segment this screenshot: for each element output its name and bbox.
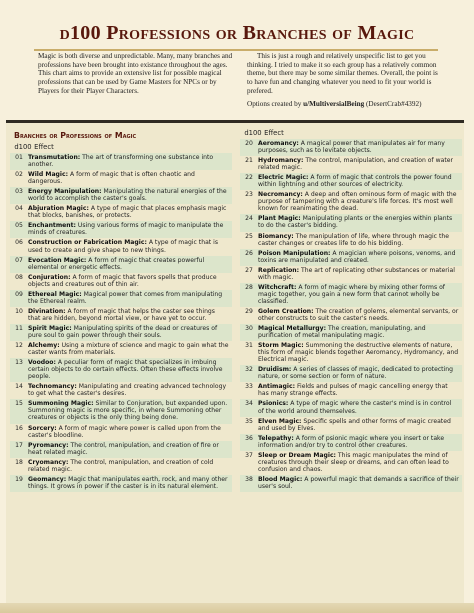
table-row [240, 214, 462, 231]
roll-number: 15 [15, 400, 23, 408]
table-row [240, 249, 462, 266]
roll-number: 12 [15, 342, 23, 350]
magic-branch-name: Evocation Magic: [28, 256, 87, 264]
magic-branch-text: A type of magic where the caster's mind is in control of the world around themselves. [258, 400, 452, 415]
table-row [240, 382, 462, 399]
table-row [10, 458, 232, 475]
table-title: Branches or Professions of Magic [14, 131, 137, 140]
roll-number: 09 [15, 290, 23, 298]
magic-branch-text: A series of classes of magic, dedicated to protecting nature, or some section or form of nature. [258, 366, 453, 381]
table-row [240, 190, 462, 214]
table-row [240, 365, 462, 382]
effect-description [258, 342, 462, 363]
effect-description [28, 308, 232, 322]
magic-branch-name: Replication: [258, 266, 300, 274]
effect-column-header: Effect [34, 143, 54, 151]
magic-branch-name: Pyromancy: [28, 441, 69, 449]
magic-branch-text: A form of psionic magic where you insert or take information and/or try to control other creatures. [258, 434, 445, 449]
effect-description [28, 325, 232, 339]
credit-line [247, 100, 445, 109]
table-row [10, 153, 232, 170]
effect-description [258, 233, 462, 247]
table-row [10, 358, 232, 382]
magic-branch-text: Manipulating the natural energies of the world to accomplish the caster's goals. [28, 188, 227, 203]
magic-branch-name: Wild Magic: [28, 171, 69, 179]
credit-prefix: Options created by [247, 99, 304, 108]
effect-column-header: Effect [264, 129, 284, 137]
table-row [240, 156, 462, 173]
magic-branch-name: Blood Magic: [258, 475, 303, 483]
table-row [10, 475, 232, 492]
roll-number: 16 [15, 424, 23, 432]
table-row [240, 417, 462, 434]
magic-branch-name: Poison Manipulation: [258, 249, 331, 257]
roll-number: 38 [245, 475, 253, 483]
table-column-left [10, 123, 232, 492]
table-row [240, 283, 462, 307]
table-row [10, 441, 232, 458]
magic-branch-text: A form of magic where power is called upon from the caster's bloodline. [28, 424, 221, 439]
magic-branch-text: The control, manipulation, and creation of cold related magic. [28, 458, 214, 473]
roll-number: 35 [245, 417, 253, 425]
roll-number: 29 [245, 307, 253, 315]
roll-number: 07 [15, 256, 23, 264]
roll-number: 13 [15, 359, 23, 367]
roll-number: 23 [245, 191, 253, 199]
magic-branch-text: Summoning the destructive elements of nature, this form of magic blends together Aeromancy, Hydromancy, and Electrical magic. [258, 342, 459, 364]
magic-branch-text: Using various forms of magic to manipulate the minds of creatures. [28, 222, 224, 237]
magic-branch-name: Conjuration: [28, 273, 71, 281]
table-row [240, 451, 462, 475]
effect-description [28, 274, 232, 288]
effect-description [258, 325, 462, 339]
magic-branch-text: A form of magic that helps the caster see things that are hidden, beyond mortal view, or have yet to occur. [28, 307, 215, 322]
effect-description [258, 215, 462, 229]
effect-description [28, 442, 232, 456]
effect-description [258, 435, 462, 449]
magic-branch-text: Magic that manipulates earth, rock, and many other things. It grows in power if the caster is in its natural element. [28, 475, 228, 490]
table-row [240, 266, 462, 283]
magic-branch-name: Abjuration Magic: [28, 205, 89, 213]
roll-number: 06 [15, 239, 23, 247]
magic-branch-name: Aeromancy: [258, 140, 299, 147]
magic-branch-text: A form of magic where by mixing other forms of magic together, you gain a new form that cannot wholly be classified. [258, 283, 445, 305]
magic-branch-name: Golem Creation: [258, 307, 314, 315]
roll-number: 08 [15, 273, 23, 281]
table-row [10, 382, 232, 399]
magic-branch-text: A type of magic that is used to create and give shape to new things. [28, 239, 218, 254]
die-column-header: d100 [14, 143, 32, 151]
effect-description [258, 174, 462, 188]
die-column-header: d100 [244, 129, 262, 137]
magic-branch-name: Electric Magic: [258, 174, 309, 182]
magic-branch-name: Elven Magic: [258, 417, 302, 425]
effect-description [28, 171, 232, 185]
table-row [10, 290, 232, 307]
table-row [240, 232, 462, 249]
magic-branch-name: Psionics: [258, 400, 289, 408]
roll-number: 26 [245, 249, 253, 257]
magic-branch-name: Construction or Fabrication Magic: [28, 239, 147, 247]
magic-branch-name: Geomancy: [28, 475, 67, 483]
magic-branch-name: Alchemy: [28, 342, 60, 350]
roll-number: 25 [245, 232, 253, 240]
effect-description [258, 383, 462, 397]
magic-branch-text: The art of transforming one substance into another. [28, 154, 214, 169]
table-row [240, 139, 462, 156]
table-column-right [240, 123, 462, 492]
table-row [10, 273, 232, 290]
effect-description [28, 400, 232, 421]
roll-number: 03 [15, 188, 23, 196]
roll-number: 11 [15, 324, 23, 332]
magic-branch-name: Energy Manipulation: [28, 188, 102, 196]
table-row [10, 307, 232, 324]
effect-description [258, 191, 462, 212]
effect-description [28, 154, 232, 168]
roll-number: 04 [15, 205, 23, 213]
effect-description [258, 250, 462, 264]
roll-number: 10 [15, 307, 23, 315]
magic-branch-name: Telepathy: [258, 434, 294, 442]
effect-description [28, 205, 232, 219]
roll-number: 02 [15, 171, 23, 179]
table-row [10, 204, 232, 221]
table-row [240, 324, 462, 341]
title-divider [34, 49, 438, 51]
roll-number: 01 [15, 154, 23, 161]
magic-branch-name: Druidism: [258, 366, 292, 374]
effect-description [28, 359, 232, 380]
magic-branch-text: Manipulating plants or the energies within plants to do the caster's bidding. [258, 215, 453, 230]
magic-table [6, 120, 464, 606]
table-row [10, 341, 232, 358]
credit-suffix: (DesertCrab#4392) [364, 99, 422, 108]
intro-left-text: Magic is both diverse and unpredictable. Many, many branches and professions have been brought into existance throughout the ages. This chart aims to provide an extensive list for possible magical professions that can be used by Game Masters for NPCs or by Players for their Player Characters. [38, 52, 233, 95]
magic-branch-text: The manipulation of life, where through magic the caster changes or creates life to do his bidding. [258, 232, 449, 247]
magic-branch-text: A magical power that manipulates air for many purposes, such as to levitate objects. [258, 140, 445, 155]
effect-description [28, 239, 232, 253]
roll-number: 24 [245, 215, 253, 223]
magic-branch-name: Sorcery: [28, 424, 57, 432]
effect-description [28, 222, 232, 236]
magic-branch-text: A form of magic that favors spells that produce objects and creatures out of thin air. [28, 273, 217, 288]
magic-branch-name: Voodoo: [28, 359, 56, 367]
roll-number: 36 [245, 434, 253, 442]
effect-description [28, 425, 232, 439]
table-row [10, 170, 232, 187]
effect-description [258, 418, 462, 432]
magic-branch-text: The art of replicating other substances or material with magic. [258, 266, 455, 281]
table-row [10, 221, 232, 238]
magic-branch-name: Hydromancy: [258, 157, 304, 165]
table-row [10, 399, 232, 423]
credit-name: u/MultiversialBeing [303, 99, 365, 108]
effect-description [28, 188, 232, 202]
table-row [10, 324, 232, 341]
table-row [10, 256, 232, 273]
roll-number: 17 [15, 441, 23, 449]
magic-branch-name: Biomancy: [258, 232, 294, 240]
magic-branch-name: Sleep or Dream Magic: [258, 451, 336, 459]
table-header-left [10, 140, 232, 153]
effect-description [258, 267, 462, 281]
magic-branch-text: The creation, manipulating, and purification of metal manipulating magic. [258, 325, 426, 340]
page-title: d100 Professions or Branches of Magic [59, 22, 415, 44]
magic-branch-text: Manipulating spirits of the dead or creatures of pure soul to gain power through their souls. [28, 324, 218, 339]
effect-description [28, 342, 232, 356]
magic-branch-text: Specific spells and other forms of magic created and used by Elves. [258, 417, 451, 432]
magic-branch-text: The control, manipulation, and creation of water related magic. [258, 157, 453, 172]
magic-branch-name: Enchantment: [28, 222, 76, 230]
effect-description [28, 291, 232, 305]
magic-branch-name: Necromancy: [258, 191, 303, 199]
magic-branch-name: Antimagic: [258, 383, 296, 391]
magic-branch-name: Cryomancy: [28, 458, 69, 466]
table-row [240, 173, 462, 190]
magic-branch-name: Spirit Magic: [28, 324, 72, 332]
intro-left [38, 52, 236, 96]
table-row [240, 475, 462, 492]
magic-branch-text: Similar to Conjuration, but expanded upon. Summoning magic is more specific, in where Summoning other creatures or objects is the only thing being done. [28, 400, 228, 422]
roll-number: 05 [15, 222, 23, 230]
table-row [10, 238, 232, 255]
table-rows-left [10, 153, 232, 492]
table-row [240, 434, 462, 451]
magic-branch-text: A powerful magic that demands a sacrifice of their user's soul. [258, 475, 459, 490]
magic-branch-name: Magical Metallurgy: [258, 325, 327, 333]
magic-branch-text: The control, manipulation, and creation of fire or heat related magic. [28, 441, 219, 456]
magic-branch-text: Manipulating and creating advanced technology to get what the caster's desires. [28, 383, 227, 398]
magic-branch-text: This magic manipulates the mind of creatures through their sleep or dreams, and can often lead to confusion and chaos. [258, 451, 449, 473]
magic-branch-name: Technomancy: [28, 383, 77, 391]
table-row [240, 307, 462, 324]
effect-description [28, 459, 232, 473]
magic-branch-name: Summoning Magic: [28, 400, 94, 408]
roll-number: 31 [245, 342, 253, 350]
magic-branch-text: A form of magic that is often chaotic and dangerous. [28, 171, 195, 186]
magic-branch-name: Divination: [28, 307, 66, 315]
intro-right [247, 52, 445, 108]
table-rows-right [240, 139, 462, 492]
table-header-right [240, 123, 462, 139]
table-row [240, 399, 462, 416]
effect-description [258, 308, 462, 322]
magic-branch-text: A form of magic that controls the power found within lightning and other sources of electricity. [258, 174, 452, 189]
roll-number: 33 [245, 383, 253, 391]
effect-description [258, 157, 462, 171]
page-footer-strip [0, 603, 474, 613]
effect-description [28, 383, 232, 397]
table-row [240, 341, 462, 365]
effect-description [258, 140, 462, 154]
roll-number: 22 [245, 174, 253, 182]
effect-description [28, 257, 232, 271]
effect-description [258, 284, 462, 305]
effect-description [258, 400, 462, 414]
roll-number: 18 [15, 458, 23, 466]
roll-number: 19 [15, 475, 23, 483]
magic-branch-text: A magician where poisons, venoms, and toxins are manipulated and created. [258, 249, 456, 264]
roll-number: 30 [245, 325, 253, 333]
magic-branch-text: Fields and pulses of magic cancelling energy that has many strange effects. [258, 383, 448, 398]
roll-number: 27 [245, 266, 253, 274]
roll-number: 32 [245, 366, 253, 374]
roll-number: 28 [245, 283, 253, 291]
magic-branch-name: Witchcraft: [258, 283, 297, 291]
magic-branch-text: The creation of golems, elemental servants, or other constructs to suit the caster's needs. [258, 307, 459, 322]
magic-branch-text: A type of magic that places emphasis magic that blocks, banishes, or protects. [28, 205, 227, 220]
magic-branch-name: Plant Magic: [258, 215, 301, 223]
magic-branch-text: Magical power that comes from manipulating the Ethereal realm. [28, 290, 223, 305]
magic-branch-text: A form of magic that creates powerful elemental or energetic effects. [28, 256, 205, 271]
magic-branch-name: Transmutation: [28, 154, 81, 161]
roll-number: 14 [15, 383, 23, 391]
intro-right-text: This is just a rough and relatively unspecific list to get you thinking. I tried to make it so each group has a relatively common theme, but there may be some similar themes. Overall, the point is to have fun and changing whatever you need to fit your world is prefered. [247, 52, 438, 95]
effect-description [258, 452, 462, 473]
magic-branch-text: A deep and often ominous form of magic with the purpose of tampering with a creature's life forces. It's most well known for reanimating the dead. [258, 191, 457, 213]
magic-branch-name: Storm Magic: [258, 342, 304, 350]
roll-number: 20 [245, 140, 253, 147]
effect-description [258, 476, 462, 490]
table-row [10, 187, 232, 204]
effect-description [28, 476, 232, 490]
roll-number: 37 [245, 451, 253, 459]
roll-number: 34 [245, 400, 253, 408]
effect-description [258, 366, 462, 380]
magic-branch-text: Using a mixture of science and magic to gain what the caster wants from materials. [28, 342, 229, 357]
table-row [10, 424, 232, 441]
magic-branch-name: Ethereal Magic: [28, 290, 82, 298]
roll-number: 21 [245, 157, 253, 165]
magic-branch-text: A peculiar form of magic that specializes in imbuing certain objects to do certain effects. Often these effects involve people. [28, 359, 223, 381]
